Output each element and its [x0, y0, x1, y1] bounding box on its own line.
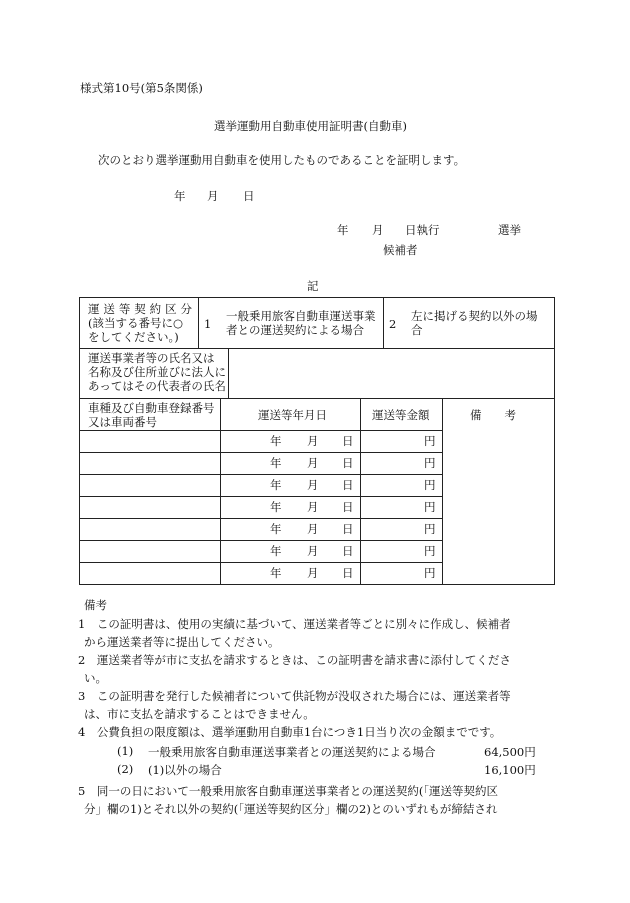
remarks-column-header: 備 考 [470, 408, 516, 422]
exec-year-label: 年 [337, 223, 349, 237]
row-day-label: 日 [342, 522, 354, 536]
row-day-label: 日 [342, 566, 354, 580]
contract-label: 運送等契約区分 (該当する番号に○ をしてください。) [88, 302, 192, 344]
exec-day-label: 日執行 [405, 223, 440, 237]
row-day-label: 日 [342, 456, 354, 470]
note-item: 2 運送業者等が市に支払を請求するときは、この証明書を請求書に添付してくださ い。 [78, 653, 511, 685]
contract-option-2-number[interactable]: 2 [389, 317, 397, 331]
row-month-label: 月 [307, 434, 319, 448]
row-yen-label: 円 [424, 500, 436, 514]
document-title: 選挙運動用自動車使用証明書(自動車) [214, 119, 407, 133]
note-item: 4 公費負担の限度額は、選挙運動用自動車1台につき1日当り次の金額までです。 [78, 725, 502, 739]
date-year-label: 年 [174, 189, 186, 203]
date-month-label: 月 [207, 189, 219, 203]
sub-item-amount: 64,500円 [484, 745, 536, 759]
notes-heading: 備考 [84, 598, 107, 612]
row-yen-label: 円 [424, 478, 436, 492]
exec-month-label: 月 [372, 223, 384, 237]
form-number: 様式第10号(第5条関係) [80, 81, 203, 95]
row-month-label: 月 [307, 500, 319, 514]
election-label: 選挙 [498, 223, 521, 237]
date-column-header: 運送等年月日 [258, 408, 327, 422]
note-item: 1 この証明書は、使用の実績に基づいて、運送業者等ごとに別々に作成し、候補者 から運送業者等に提出してください。 [78, 617, 511, 649]
sub-item-text: 一般乗用旅客自動車運送事業者との運送契約による場合 [148, 745, 436, 759]
candidate-label: 候補者 [383, 243, 418, 257]
record-label: 記 [307, 279, 319, 293]
row-month-label: 月 [307, 478, 319, 492]
row-day-label: 日 [342, 434, 354, 448]
row-day-label: 日 [342, 500, 354, 514]
sub-item-number: (2) [117, 762, 134, 776]
row-year-label: 年 [270, 566, 282, 580]
notes-list [78, 615, 558, 741]
row-month-label: 月 [307, 456, 319, 470]
sub-item-number: (1) [117, 744, 134, 758]
row-year-label: 年 [270, 456, 282, 470]
contract-option-2-text: 左に掲げる契約以外の場 合 [411, 309, 538, 337]
sub-item-text: (1)以外の場合 [148, 763, 222, 777]
amount-column-header: 運送等金額 [372, 408, 430, 422]
operator-label: 運送事業者等の氏名又は 名称及び住所並びに法人に あってはその代表者の氏名 [88, 351, 226, 393]
row-year-label: 年 [270, 478, 282, 492]
row-year-label: 年 [270, 434, 282, 448]
row-yen-label: 円 [424, 544, 436, 558]
row-day-label: 日 [342, 478, 354, 492]
usage-table [79, 297, 555, 585]
row-year-label: 年 [270, 500, 282, 514]
row-yen-label: 円 [424, 456, 436, 470]
vehicle-column-header: 車種及び自動車登録番号 又は車両番号 [88, 401, 215, 429]
intro-text: 次のとおり選挙運動用自動車を使用したものであることを証明します。 [98, 153, 466, 167]
row-month-label: 月 [307, 566, 319, 580]
row-yen-label: 円 [424, 434, 436, 448]
row-yen-label: 円 [424, 566, 436, 580]
row-month-label: 月 [307, 522, 319, 536]
note-item-5: 5 同一の日において一般乗用旅客自動車運送事業者との運送契約(「運送等契約区 分」欄の1)とそれ以外の契約(「運送等契約区分」欄の2)とのいずれもが締結され [78, 784, 499, 816]
row-yen-label: 円 [424, 522, 436, 536]
row-year-label: 年 [270, 522, 282, 536]
row-year-label: 年 [270, 544, 282, 558]
contract-option-1-number[interactable]: 1 [204, 317, 212, 331]
date-day-label: 日 [243, 189, 255, 203]
row-day-label: 日 [342, 544, 354, 558]
sub-item-amount: 16,100円 [484, 763, 536, 777]
row-month-label: 月 [307, 544, 319, 558]
contract-option-1-text: 一般乗用旅客自動車運送事業 者との運送契約による場合 [226, 309, 376, 337]
note-item: 3 この証明書を発行した候補者について供託物が没収された場合には、運送業者等 は、市に支払を請求することはできません。 [78, 689, 511, 721]
